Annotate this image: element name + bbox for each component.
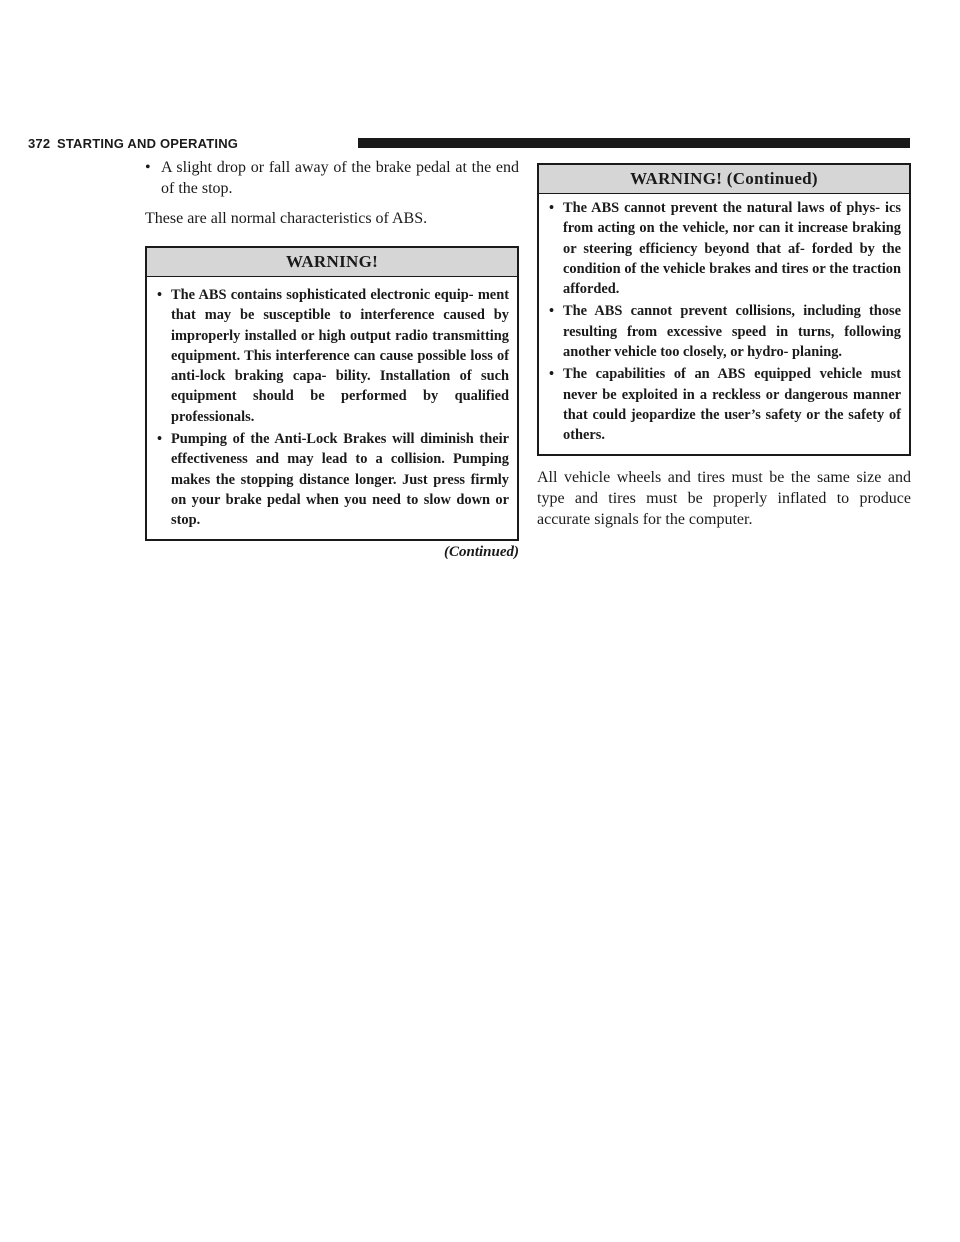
warning-item [547, 364, 901, 445]
bullet-icon: • [145, 159, 151, 176]
normal-characteristics-text: These are all normal characteristics of ABS. [145, 210, 428, 227]
warning-title: WARNING! [147, 248, 517, 277]
page-header [28, 136, 912, 152]
bullet-icon: • [549, 303, 555, 320]
section-title: STARTING AND OPERATING [57, 136, 239, 151]
bullet-icon: • [157, 431, 163, 448]
warning-item-text: Pumping of the Anti-Lock Brakes will diminish their effectiveness and may lead to a collision. Pumping makes the stopping distance longer. Just press firmly on your brake pedal when you need to slow down or stop. [171, 431, 509, 529]
warning-continued-box [537, 163, 911, 456]
intro-bullet-text: A slight drop or fall away of the brake pedal at the end of the stop. [161, 159, 519, 197]
bullet-icon: • [549, 200, 555, 216]
continued-label: (Continued) [443, 543, 519, 560]
header-rule [358, 138, 910, 148]
warning-item-text: The capabilities of an ABS equipped vehicle must never be exploited in a reckless or dangerous manner that could jeopardize the user’s safety or the safety of others. [563, 366, 901, 444]
right-column [537, 157, 911, 530]
page-number: 372 [28, 136, 51, 151]
warning-item [155, 285, 509, 427]
warning-continued-body [539, 194, 909, 454]
warning-item [547, 198, 901, 299]
warning-item [547, 301, 901, 362]
warning-item-text: The ABS contains sophisticated electronic equip- ment that may be susceptible to interference caused by improperly installed or high output radio transmitting equipment. This interference can cause possible loss of anti-lock braking capa- bility. Installation of such equipment should be performed by qualified professionals. [171, 287, 509, 425]
warning-item-text: The ABS cannot prevent collisions, including those resulting from excessive speed in turns, following another vehicle too closely, or hydro- planing. [563, 303, 901, 361]
warning-continued-title: WARNING! (Continued) [539, 165, 909, 194]
warning-item-text: The ABS cannot prevent the natural laws of phys- ics from acting on the vehicle, nor can it increase braking or steering efficiency beyond that af- forded by the condition of the vehicle brakes and tires or the traction afforded. [563, 200, 901, 298]
warning-item [155, 429, 509, 530]
bullet-icon: • [549, 366, 555, 383]
warning-body [147, 277, 517, 539]
closing-paragraph: All vehicle wheels and tires must be the same size and type and tires must be properly inflated to produce accurate signals for the computer. [537, 468, 911, 528]
warning-box [145, 246, 519, 541]
intro-bullet [145, 157, 519, 199]
left-column [145, 157, 519, 561]
bullet-icon: • [157, 287, 163, 303]
